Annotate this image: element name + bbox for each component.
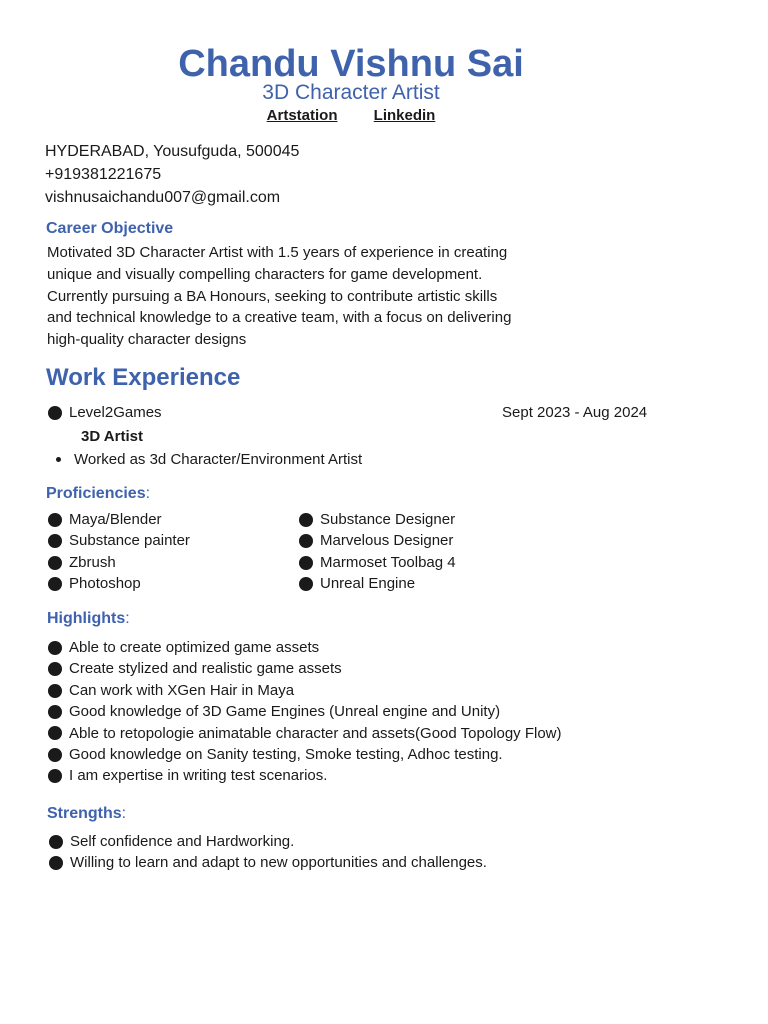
bullet-icon xyxy=(299,513,313,527)
bullet-icon xyxy=(48,748,62,762)
profile-links xyxy=(0,106,702,126)
job-company-row xyxy=(48,402,162,423)
highlight-item: Good knowledge of 3D Game Engines (Unreal engine and Unity) xyxy=(48,701,562,722)
bullet-icon xyxy=(49,835,63,849)
bullet-icon xyxy=(48,684,62,698)
linkedin-link[interactable]: Linkedin xyxy=(373,107,436,124)
bullet-icon xyxy=(299,577,313,591)
proficiency-item: Maya/Blender xyxy=(48,509,190,530)
bullet-icon xyxy=(48,534,62,548)
contact-block xyxy=(45,140,299,209)
strengths-heading: Strengths: xyxy=(47,805,127,822)
highlight-item: Able to create optimized game assets xyxy=(48,637,562,658)
contact-phone: +919381221675 xyxy=(45,166,162,183)
highlight-item: Able to retopologie animatable character and assets(Good Topology Flow) xyxy=(48,723,562,744)
proficiencies-left-list xyxy=(48,509,190,595)
proficiency-item: Substance painter xyxy=(48,530,190,551)
job-duty xyxy=(56,449,362,470)
highlight-item: I am expertise in writing test scenarios. xyxy=(48,765,562,786)
bullet-icon xyxy=(299,534,313,548)
job-duty-text: Worked as 3d Character/Environment Artist xyxy=(74,451,363,468)
bullet-icon xyxy=(48,577,62,591)
proficiency-item: Photoshop xyxy=(48,573,190,594)
job-dates: Sept 2023 - Aug 2024 xyxy=(502,404,648,421)
bullet-icon xyxy=(48,556,62,570)
work-experience-heading: Work Experience xyxy=(46,364,241,391)
proficiency-item: Zbrush xyxy=(48,552,190,573)
objective-line: Currently pursuing a BA Honours, seeking to contribute artistic skills xyxy=(47,287,498,305)
job-title: 3D Artist xyxy=(81,428,143,445)
job-company: Level2Games xyxy=(69,404,162,421)
proficiencies-heading: Proficiencies: xyxy=(46,485,151,502)
highlights-heading: Highlights: xyxy=(47,610,130,627)
strengths-list xyxy=(49,831,487,874)
bullet-icon xyxy=(48,705,62,719)
proficiency-item: Marvelous Designer xyxy=(299,530,456,551)
highlight-item: Can work with XGen Hair in Maya xyxy=(48,680,562,701)
bullet-icon xyxy=(48,662,62,676)
proficiency-item: Marmoset Toolbag 4 xyxy=(299,552,456,573)
objective-line: high-quality character designs xyxy=(47,331,247,349)
bullet-icon xyxy=(56,457,61,462)
highlights-list xyxy=(48,637,562,787)
objective-line: Motivated 3D Character Artist with 1.5 years of experience in creating xyxy=(47,244,508,261)
career-objective-heading: Career Objective xyxy=(46,220,174,237)
bullet-icon xyxy=(48,769,62,783)
strength-item: Willing to learn and adapt to new opportunities and challenges. xyxy=(49,852,487,873)
candidate-role: 3D Character Artist xyxy=(262,81,440,104)
bullet-icon xyxy=(48,406,62,420)
proficiency-item: Substance Designer xyxy=(299,509,456,530)
strength-item: Self confidence and Hardworking. xyxy=(49,831,487,852)
highlight-item: Create stylized and realistic game assets xyxy=(48,658,562,679)
candidate-name: Chandu Vishnu Sai xyxy=(178,43,524,85)
bullet-icon xyxy=(299,556,313,570)
bullet-icon xyxy=(48,641,62,655)
proficiency-item: Unreal Engine xyxy=(299,573,456,594)
contact-address: HYDERABAD, Yousufguda, 500045 xyxy=(45,143,300,160)
bullet-icon xyxy=(48,726,62,740)
objective-line: unique and visually compelling characters for game development. xyxy=(47,265,483,283)
career-objective-text xyxy=(47,242,607,351)
contact-email: vishnusaichandu007@gmail.com xyxy=(45,189,281,206)
highlight-item: Good knowledge on Sanity testing, Smoke testing, Adhoc testing. xyxy=(48,744,562,765)
bullet-icon xyxy=(48,513,62,527)
artstation-link[interactable]: Artstation xyxy=(266,107,338,124)
proficiencies-right-list xyxy=(299,509,456,595)
objective-line: and technical knowledge to a creative team, with a focus on delivering xyxy=(47,309,512,327)
bullet-icon xyxy=(49,856,63,870)
